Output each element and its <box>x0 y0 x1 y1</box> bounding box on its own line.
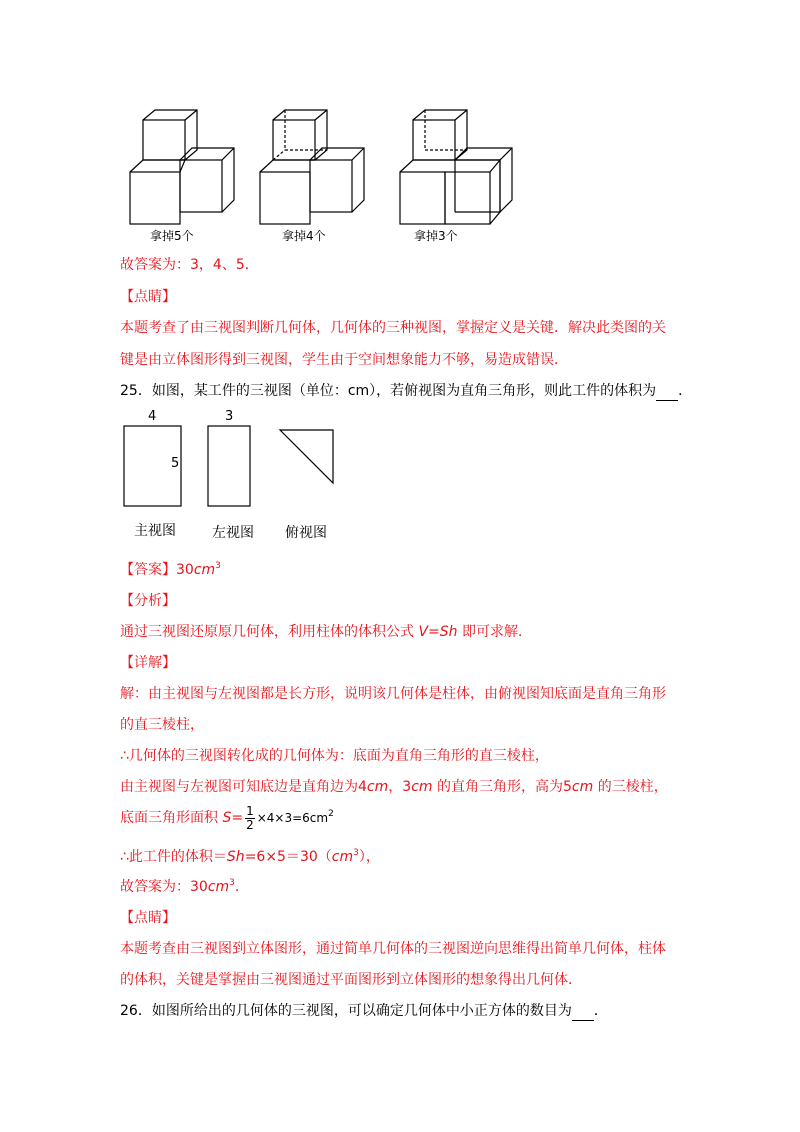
three-views-figure <box>118 408 348 518</box>
caption-front-view: 主视图 <box>134 523 176 539</box>
unit-cm: cm <box>347 383 370 399</box>
question-26: 26．如图所给出的几何体的三视图，可以确定几何体中小正方体的数目为 ． <box>120 1003 608 1019</box>
cube-group-3 <box>400 110 512 224</box>
caption-top-view: 俯视图 <box>285 525 327 541</box>
dianjing-1-line-1: 本题考查了由三视图判断几何体，几何体的三种视图，掌握定义是关键．解决此类图的关 <box>120 320 666 336</box>
caption-remove-5: 拿掉5个 <box>150 229 194 243</box>
cube-group-1 <box>130 110 234 224</box>
tag-xiangjie: 【详解】 <box>120 655 176 671</box>
tag-fenxi: 【分析】 <box>120 593 176 609</box>
xiangjie-line-4: 由主视图与左视图可知底边是直角边为4cm，3cm 的直角三角形，高为5cm 的三棱柱， <box>120 779 668 795</box>
answer-blank-26 <box>572 1006 594 1021</box>
top-view-triangle <box>280 430 333 483</box>
xiangjie-line-5: 底面三角形面积 S= $\frac{1}{2}$ $\times 4\times 3=6cm^2$ <box>120 803 334 832</box>
cube-group-2 <box>260 110 364 224</box>
answer-25: 【答案】$30cm^3$ <box>120 561 221 578</box>
answer-24: 故答案为：3，4、5． <box>120 257 259 273</box>
xiangjie-line-2: 的直三棱柱， <box>120 717 204 733</box>
caption-side-view: 左视图 <box>212 525 254 541</box>
cube-figure <box>125 100 515 240</box>
dim-side-width: 3 <box>225 409 234 424</box>
caption-remove-4: 拿掉4个 <box>282 229 326 243</box>
xiangjie-line-7: 故答案为：$30cm^3$. <box>120 878 240 895</box>
fenxi-text: 通过三视图还原原几何体，利用柱体的体积公式 V=Sh 即可求解． <box>120 624 532 640</box>
dim-front-width: 4 <box>148 409 157 424</box>
caption-remove-3: 拿掉3个 <box>414 229 458 243</box>
xiangjie-line-1: 解：由主视图与左视图都是长方形，说明该几何体是柱体，由俯视图知底面是直角三角形 <box>120 686 666 702</box>
side-view-rect <box>208 426 250 506</box>
dim-front-height: 5 <box>171 456 180 471</box>
question-25: 25．如图，某工件的三视图（单位：cm），若俯视图为直角三角形，则此工件的体积为 ． <box>120 383 693 399</box>
tag-dianjing-2: 【点睛】 <box>120 910 176 926</box>
tag-dianjing-1: 【点睛】 <box>120 289 176 305</box>
dianjing-1-line-2: 键是由立体图形得到三视图，学生由于空间想象能力不够，易造成错误． <box>120 352 568 368</box>
xiangjie-line-6: ∴此工件的体积$=Sh=6\times 5=30(cm^3)$， <box>120 848 380 865</box>
answer-blank-25 <box>656 386 678 401</box>
dianjing-2-line-1: 本题考查由三视图到立体图形，通过简单几何体的三视图逆向思维得出简单几何体，柱体 <box>120 941 666 957</box>
dianjing-2-line-2: 的体积，关键是掌握由三视图通过平面图形到立体图形的想象得出几何体． <box>120 972 582 988</box>
fraction-half: $\frac{1}{2}$ <box>246 803 254 832</box>
xiangjie-line-3: ∴几何体的三视图转化成的几何体为：底面为直角三角形的直三棱柱， <box>120 748 549 764</box>
